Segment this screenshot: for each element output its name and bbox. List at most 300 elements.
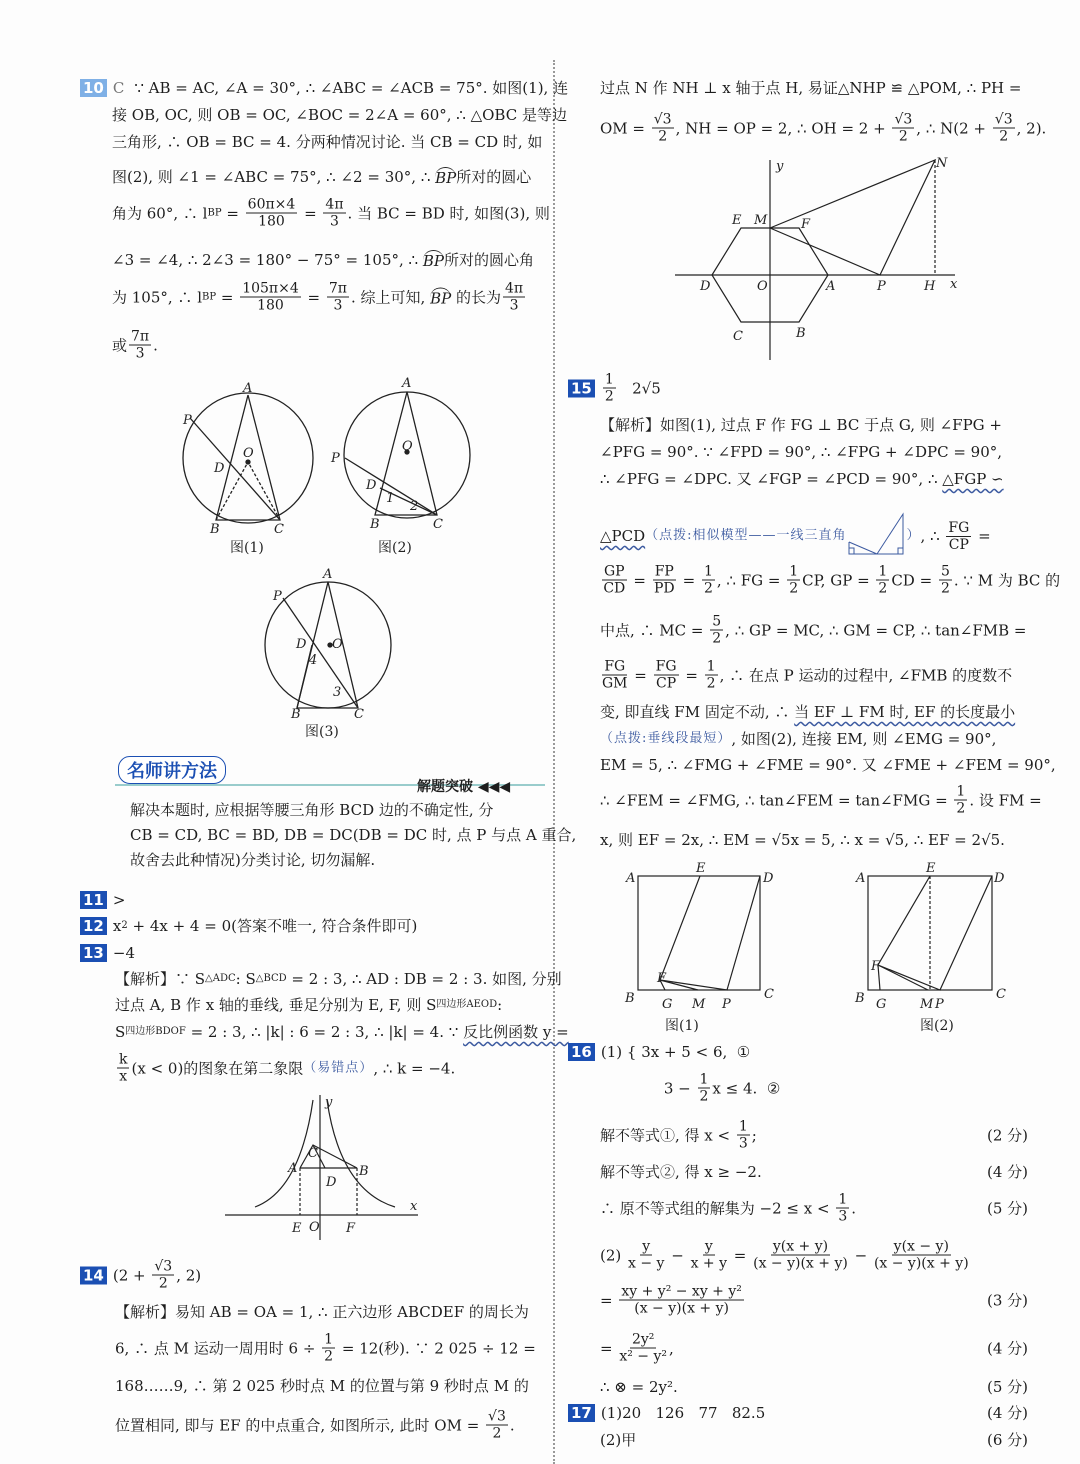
text-run: =: [600, 1291, 618, 1309]
text-line: [600, 564, 1060, 597]
label-P: P: [183, 413, 192, 428]
text-run: ∴ ∠PFG = ∠DPC. 又 ∠FGP = ∠PCD = 90°, ∴: [600, 470, 943, 488]
emphasis-underline: 当 EF ⊥ FM 时, EF 的长度最小: [794, 703, 1016, 721]
label-D: D: [700, 279, 711, 294]
text-run: .: [851, 1199, 857, 1217]
denominator: (x − y)(x + y): [634, 1300, 729, 1317]
numerator: 1: [956, 783, 966, 800]
label-x: x: [950, 277, 958, 292]
label-A: A: [856, 871, 866, 886]
denominator: 2: [604, 388, 614, 405]
numerator: 1: [706, 658, 716, 675]
fraction: [954, 784, 967, 817]
text-run: 或: [112, 336, 128, 354]
denominator: 2: [940, 580, 950, 597]
text-line: [130, 801, 493, 819]
text-run: . ∵ M 为 BC 的: [953, 571, 1061, 589]
denominator: 3: [838, 1208, 848, 1225]
denominator: 2: [999, 128, 1009, 145]
text-line: [600, 470, 1004, 488]
label-O: O: [243, 446, 254, 461]
label-y: y: [776, 159, 784, 174]
label-D: D: [326, 1175, 337, 1190]
text-line: [115, 1409, 515, 1442]
fraction: [787, 564, 800, 597]
fraction: [836, 1192, 849, 1225]
text-run: =: [216, 288, 239, 306]
text-line: [115, 1303, 529, 1321]
text-run: =: [973, 527, 991, 545]
numerator: √3: [154, 1258, 173, 1275]
label-P: P: [877, 279, 886, 294]
text-run: 所对的圆心: [456, 168, 532, 186]
label-C: C: [433, 517, 443, 532]
emphasis-underline: △PCD: [600, 527, 646, 545]
label-M: M: [920, 997, 934, 1012]
text-line: [112, 329, 158, 362]
fraction: [603, 372, 616, 405]
fraction: [240, 281, 301, 314]
label-F: F: [871, 959, 881, 974]
label-P: P: [331, 451, 340, 466]
text-run: =: [629, 666, 652, 684]
fraction: [602, 564, 627, 597]
text-line: [600, 1284, 1028, 1317]
fraction: [602, 659, 628, 692]
text-run: ∠PFG = 90°. ∵ ∠FPD = 90°, ∴ ∠FPG + ∠DPC = 90°,: [600, 443, 1003, 461]
numerator: xy + y² − xy + y²: [621, 1283, 742, 1300]
figure-caption: 图(2): [920, 1018, 954, 1034]
fraction: [628, 1239, 664, 1272]
label-C: C: [354, 707, 364, 722]
text-run: , 如图(2), 连接 EM, 则 ∠EMG = 90°,: [731, 730, 997, 748]
numerator: FG: [655, 658, 677, 675]
denominator: 3: [333, 297, 343, 314]
text-run: S: [115, 1023, 126, 1041]
text-run: , ∴ GP = MC, ∴ GM = CP, ∴ tan∠FMB =: [725, 621, 1027, 639]
figure-10-circles: [170, 370, 490, 750]
text-line: [600, 1332, 1028, 1365]
denominator: x − y: [628, 1255, 665, 1272]
text-run: = 2 : 3, ∴ AD : DB = 2 : 3. 如图, 分别: [286, 970, 562, 988]
fraction: [327, 281, 349, 314]
label-F: F: [657, 971, 667, 986]
numerator: 5: [940, 563, 950, 580]
numerator: 1: [789, 563, 799, 580]
text-run: . 综上可知,: [350, 288, 431, 306]
tip-title: 名师讲方法: [118, 756, 226, 784]
answer-choice: C: [112, 79, 125, 97]
numerator: FG: [604, 658, 626, 675]
question-number-badge: 17: [568, 1404, 595, 1422]
text-run: ∴ ∠FEM = ∠FMG, ∴ tan∠FEM = tan∠FMG =: [600, 791, 953, 809]
label-3: 3: [333, 685, 342, 700]
numerator: 7π: [131, 328, 150, 345]
text-line: [80, 917, 417, 935]
denominator: 2: [898, 128, 908, 145]
denominator: 2: [956, 800, 966, 817]
fraction: [753, 1239, 848, 1272]
subscript: △ADC: [205, 973, 236, 984]
text-run: 中点, ∴ MC =: [600, 621, 709, 639]
text-run: CB = CD, BC = BD, DB = DC(DB = DC 时, 点 P 与点 A 重合,: [130, 826, 577, 844]
text-line: [600, 512, 991, 560]
text-line: [600, 1239, 971, 1272]
text-run: . 当 BC = BD 时, 如图(3), 则: [347, 204, 550, 222]
text-run: 位置相同, 即与 EF 的中点重合, 如图所示, 此时 OM =: [115, 1416, 485, 1434]
denominator: 3: [135, 345, 145, 362]
text-run: =: [677, 571, 700, 589]
text-run: .: [509, 1416, 515, 1434]
text-line: [600, 659, 1012, 692]
question-number-badge: 10: [80, 79, 107, 97]
denominator: 2: [324, 1348, 334, 1365]
text-run: 过点 A, B 作 x 轴的垂线, 垂足分别为 E, F, 则 S: [115, 996, 437, 1014]
fraction: [993, 112, 1015, 145]
text-run: −: [849, 1246, 872, 1264]
text-line: [112, 106, 567, 124]
text-run: :: [497, 996, 503, 1014]
text-line: [112, 250, 534, 270]
denominator: 2: [706, 675, 716, 692]
text-run: OM =: [600, 119, 650, 137]
numerator: √3: [894, 111, 913, 128]
text-run: , ∴ 在点 P 运动的过程中, ∠FMB 的度数不: [719, 666, 1013, 684]
fraction: [946, 520, 971, 553]
score-points: (4 分): [986, 1404, 1028, 1422]
text-line: [115, 1023, 569, 1041]
numerator: y(x + y): [772, 1238, 829, 1255]
text-run: . 设 FM =: [969, 791, 1042, 809]
text-run: 6, ∴ 点 M 运动一周用时 6 ÷: [115, 1339, 321, 1357]
denominator: PD: [653, 580, 675, 597]
text-run: 【解析】如图(1), 过点 F 作 FG ⊥ BC 于点 G, 则 ∠FPG +: [600, 416, 1002, 434]
text-line: [600, 1192, 1028, 1225]
emphasis-underline: 反比例函数 y =: [463, 1023, 569, 1041]
label-B: B: [855, 991, 865, 1006]
text-line: [130, 826, 576, 844]
numerator: 4π: [504, 280, 524, 297]
text-run: 【解析】∵ S: [115, 970, 206, 988]
fraction: [152, 1259, 174, 1292]
text-line: [600, 112, 1046, 145]
score-points: (4 分): [986, 1339, 1028, 1357]
text-run: 三角形, ∴ OB = BC = 4. 分两种情况讨论. 当 CB = CD 时, 如: [112, 133, 543, 151]
label-B: B: [359, 1164, 369, 1179]
text-run: , ∴ N(2 +: [916, 119, 991, 137]
fraction: [246, 197, 298, 230]
score-points: (3 分): [986, 1291, 1028, 1309]
fraction: [874, 1239, 969, 1272]
text-line: [640, 1072, 780, 1105]
text-line: [600, 1378, 1028, 1396]
label-N: N: [936, 156, 948, 171]
text-run: 解不等式②, 得 x ≥ −2.: [600, 1163, 762, 1181]
text-run: (x < 0)的图象在第二象限: [131, 1059, 304, 1077]
numerator: 7π: [328, 280, 347, 297]
label-x: x: [410, 1199, 418, 1214]
question-number-badge: 14: [80, 1266, 107, 1284]
text-run: , 2): [176, 1266, 202, 1284]
denominator: (x − y)(x + y): [873, 1255, 969, 1272]
text-run: −: [666, 1246, 689, 1264]
numerator: √3: [488, 1408, 506, 1425]
fraction: [503, 281, 525, 314]
fraction: [117, 1052, 129, 1085]
fraction: [710, 614, 723, 647]
fraction: [486, 1409, 508, 1442]
numerator: 5: [712, 613, 722, 630]
label-A: A: [243, 381, 253, 396]
denominator: 180: [258, 213, 285, 230]
label-C: C: [764, 987, 774, 1002]
text-run: + 4x + 4 = 0(答案不唯一, 符合条件即可): [127, 917, 418, 935]
label-A: A: [323, 567, 333, 582]
denominator: GM: [602, 675, 628, 692]
text-line: [600, 703, 1015, 721]
text-line: [80, 79, 568, 97]
label-B: B: [291, 707, 301, 722]
text-run: 的长为: [451, 288, 501, 306]
text-run: , ∴ k = −4.: [373, 1059, 456, 1077]
hint-note: （易错点）: [303, 1060, 374, 1075]
text-run: x ≤ 4. ②: [712, 1079, 781, 1097]
numerator: GP: [604, 563, 625, 580]
subscript: 四边形AEOD: [436, 999, 498, 1010]
arc-notation: BP: [435, 169, 457, 187]
numerator: k: [119, 1051, 128, 1068]
label-y: y: [325, 1095, 333, 1110]
fraction: [892, 112, 914, 145]
label-A: A: [288, 1161, 298, 1176]
text-run: (2)甲: [600, 1431, 637, 1449]
right-triangle-model-icon: [847, 512, 907, 560]
question-number-badge: 13: [80, 944, 107, 962]
label-M: M: [754, 213, 768, 228]
text-run: 变, 即直线 FM 固定不动, ∴: [600, 703, 795, 721]
text-line: [600, 1119, 1028, 1152]
numerator: 1: [838, 1191, 848, 1208]
label-D: D: [994, 871, 1005, 886]
text-line: [115, 996, 502, 1014]
text-line: [600, 831, 1005, 849]
label-C: C: [733, 329, 743, 344]
denominator: 2: [492, 1425, 502, 1442]
emphasis-underline: △FGP ∽: [942, 470, 1004, 488]
denominator: 2: [703, 580, 713, 597]
fraction: [652, 112, 674, 145]
label-M: M: [692, 997, 706, 1012]
label-H: H: [924, 279, 936, 294]
score-points: (4 分): [986, 1163, 1028, 1181]
text-run: ∠3 = ∠4, ∴ 2∠3 = 180° − 75° = 105°, ∴: [112, 251, 423, 269]
text-run: : S: [235, 970, 256, 988]
tip-subtitle: 解题突破 ◀◀◀: [417, 779, 511, 795]
text-line: [600, 756, 1056, 774]
text-run: =: [221, 204, 244, 222]
text-run: 接 OB, OC, 则 OB = OC, ∠BOC = 2∠A = 60°, ∴ △OBC 是等边: [112, 106, 567, 124]
numerator: √3: [653, 111, 672, 128]
superscript: 2: [121, 920, 128, 931]
label-P: P: [273, 589, 282, 604]
fraction: [322, 1332, 335, 1365]
text-line: [112, 197, 550, 230]
text-run: (2 +: [112, 1266, 151, 1284]
label-A: A: [402, 376, 412, 391]
text-line: [600, 443, 1002, 461]
numerator: 1: [604, 371, 614, 388]
subscript: BP: [207, 207, 222, 218]
denominator: 180: [257, 297, 284, 314]
text-line: [115, 1377, 529, 1395]
figure-caption: 图(2): [378, 540, 412, 556]
hint-note: ）: [906, 528, 921, 543]
text-run: =: [628, 571, 651, 589]
denominator: x: [119, 1068, 128, 1085]
numerator: 2y²: [631, 1331, 655, 1348]
text-line: [600, 614, 1027, 647]
text-run: EM = 5, ∴ ∠FMG + ∠FME = 90°. 又 ∠FME + ∠FEM = 90°,: [600, 756, 1056, 774]
figure-caption: 图(1): [665, 1018, 699, 1034]
score-points: (5 分): [986, 1199, 1028, 1217]
label-E: E: [926, 861, 936, 876]
question-number-badge: 16: [568, 1043, 595, 1061]
fraction: [737, 1119, 750, 1152]
denominator: 3: [330, 213, 339, 230]
fraction: [876, 564, 889, 597]
text-run: ;: [751, 1126, 757, 1144]
label-C: C: [996, 987, 1006, 1002]
question-number-badge: 12: [80, 917, 107, 935]
text-line: [568, 1043, 755, 1061]
denominator: 2: [658, 128, 668, 145]
text-line: [80, 1259, 201, 1292]
label-O: O: [402, 439, 413, 454]
text-line: [568, 1404, 1028, 1422]
text-run: 3 −: [640, 1079, 696, 1097]
text-run: >: [112, 891, 126, 909]
text-run: ,: [669, 1339, 674, 1357]
fraction: [654, 659, 679, 692]
text-run: 故舍去此种情况)分类讨论, 切勿漏解.: [130, 851, 376, 869]
text-line: [115, 1052, 455, 1085]
label-E: E: [292, 1221, 302, 1236]
fraction: [653, 564, 676, 597]
figure-14-hexagon: [670, 150, 970, 365]
label-D: D: [366, 478, 377, 493]
text-line: [600, 784, 1042, 817]
numerator: 60π×4: [247, 196, 296, 213]
label-E: E: [732, 213, 742, 228]
arc-notation: BP: [430, 289, 452, 307]
text-run: 【解析】易知 AB = OA = 1, ∴ 正六边形 ABCDEF 的周长为: [115, 1303, 529, 1321]
label-B: B: [625, 991, 635, 1006]
text-line: [600, 416, 1002, 434]
numerator: √3: [994, 111, 1013, 128]
denominator: CP: [656, 675, 677, 692]
figure-caption: 图(3): [305, 724, 339, 740]
score-points: (2 分): [986, 1126, 1028, 1144]
column-divider: [553, 60, 555, 1464]
text-line: [130, 851, 375, 869]
label-F: F: [801, 217, 811, 232]
fraction: [702, 564, 715, 597]
text-run: 所对的圆心角: [443, 251, 534, 269]
text-run: =: [302, 288, 325, 306]
text-run: =: [299, 204, 322, 222]
score-points: (5 分): [986, 1378, 1028, 1396]
denominator: CP: [948, 536, 969, 553]
label-P: P: [722, 997, 731, 1012]
text-run: =: [600, 1339, 618, 1357]
denominator: 2: [712, 630, 722, 647]
text-run: x, 则 EF = 2x, ∴ EM = √5x = 5, ∴ x = √5, ∴ EF = 2√5.: [600, 831, 1005, 849]
text-run: ∵ AB = AC, ∠A = 30°, ∴ ∠ABC = ∠ACB = 75°. 如图(1), 连: [134, 79, 569, 97]
text-line: [115, 970, 562, 988]
text-run: , ∴: [920, 527, 945, 545]
text-line: [112, 133, 542, 151]
question-number-badge: 11: [80, 891, 107, 909]
text-line: [568, 372, 661, 405]
label-C: C: [274, 522, 284, 537]
text-run: 为 105°, ∴ l: [112, 288, 203, 306]
text-run: = 12(秒). ∵ 2 025 ÷ 12 =: [337, 1339, 536, 1357]
numerator: 105π×4: [242, 280, 299, 297]
text-run: ∴ 原不等式组的解集为 −2 ≤ x <: [600, 1199, 835, 1217]
label-C: C: [308, 1146, 318, 1161]
denominator: 2: [158, 1275, 168, 1292]
text-run: =: [680, 666, 703, 684]
text-run: 解决本题时, 应根据等腰三角形 BCD 边的不确定性, 分: [130, 801, 494, 819]
text-run: 2√5: [617, 379, 661, 397]
text-run: (1)20 126 77 82.5: [600, 1404, 766, 1422]
denominator: x + y: [690, 1255, 727, 1272]
text-run: .: [153, 336, 158, 354]
numerator: 1: [878, 563, 888, 580]
subscript: 四边形BDOF: [125, 1026, 186, 1037]
label-O: O: [332, 637, 343, 652]
numerator: y: [642, 1238, 651, 1255]
fraction: [129, 329, 151, 362]
text-run: = 2 : 3, ∴ |k| : 6 = 2 : 3, ∴ |k| = 4. ∵: [185, 1023, 464, 1041]
text-run: , NH = OP = 2, ∴ OH = 2 +: [675, 119, 891, 137]
label-B: B: [796, 326, 806, 341]
arc-notation: BP: [422, 252, 444, 270]
label-O: O: [757, 279, 768, 294]
denominator: 3: [509, 297, 519, 314]
label-D: D: [763, 871, 774, 886]
text-run: 过点 N 作 NH ⊥ x 轴于点 H, 易证△NHP ≌ △POM, ∴ PH =: [600, 79, 1022, 97]
hint-note: （点拨:相似模型——一线三直角: [645, 528, 847, 543]
text-run: CD =: [891, 571, 937, 589]
text-run: =: [729, 1246, 752, 1264]
denominator: 2: [789, 580, 799, 597]
figure-15-squares: [620, 855, 1020, 1040]
text-run: 角为 60°, ∴ l: [112, 204, 208, 222]
numerator: FP: [654, 563, 674, 580]
numerator: 1: [324, 1331, 334, 1348]
text-run: , 2).: [1016, 119, 1047, 137]
text-run: 解不等式①, 得 x <: [600, 1126, 735, 1144]
label-D: D: [214, 461, 225, 476]
denominator: (x − y)(x + y): [753, 1255, 848, 1272]
text-run: x: [112, 917, 122, 935]
numerator: y: [704, 1238, 713, 1255]
label-4: 4: [309, 653, 318, 668]
fraction: [691, 1239, 727, 1272]
fraction: [705, 659, 718, 692]
text-line: [112, 167, 531, 187]
